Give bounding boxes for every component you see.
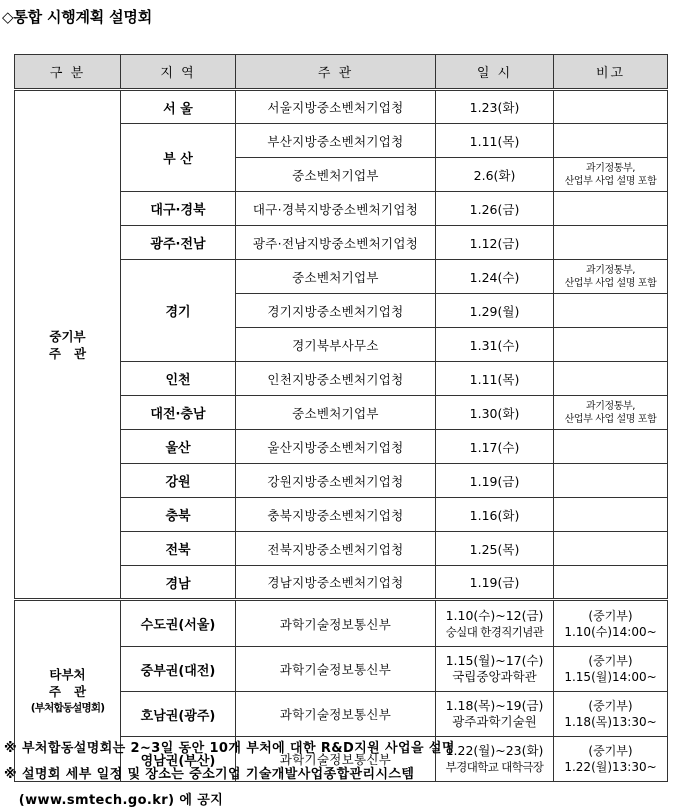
date-cell: 1.11(목) — [436, 124, 554, 158]
host-cell: 인천지방중소벤처기업청 — [236, 362, 436, 396]
venue: 숭실대 한경직기념관 — [445, 624, 544, 639]
host-cell: 경남지방중소벤처기업청 — [236, 566, 436, 600]
date-cell: 1.26(금) — [436, 192, 554, 226]
host-cell: 부산지방중소벤처기업청 — [236, 124, 436, 158]
region-cell: 중부권(대전) — [121, 647, 236, 692]
date-range: 1.15(월)~17(수) — [445, 653, 544, 668]
host-cell: 과학기술정보통신부 — [236, 692, 436, 737]
host-cell: 전북지방중소벤처기업청 — [236, 532, 436, 566]
date-cell: 1.29(월) — [436, 294, 554, 328]
header-category: 구 분 — [15, 55, 121, 90]
venue: 광주과학기술원 — [452, 714, 537, 729]
date-cell: 1.17(수) — [436, 430, 554, 464]
note-line1: (중기부) — [588, 699, 633, 713]
date-cell: 1.16(화) — [436, 498, 554, 532]
region-cell: 충북 — [121, 498, 236, 532]
host-cell: 중소벤처기업부 — [236, 260, 436, 294]
host-cell: 대구·경북지방중소벤처기업청 — [236, 192, 436, 226]
table-row — [15, 600, 668, 647]
host-cell: 경기지방중소벤처기업청 — [236, 294, 436, 328]
note-line2: 1.10(수)14:00~ — [564, 624, 657, 639]
region-cell: 전북 — [121, 532, 236, 566]
date-cell: 1.31(수) — [436, 328, 554, 362]
date-cell: 1.12(금) — [436, 226, 554, 260]
note-cell — [554, 124, 668, 158]
header-region: 지 역 — [121, 55, 236, 90]
date-cell — [436, 647, 554, 692]
date-cell: 1.19(금) — [436, 464, 554, 498]
note-line2: 1.18(목)13:30~ — [564, 715, 657, 729]
region-cell: 수도권(서울) — [121, 600, 236, 647]
date-range: 1.10(수)~12(금) — [445, 607, 544, 623]
date-cell: 1.23(화) — [436, 90, 554, 124]
venue: 국립중앙과학관 — [452, 669, 537, 684]
host-cell: 서울지방중소벤처기업청 — [236, 90, 436, 124]
table-row — [15, 90, 668, 124]
footnote: (www.smtech.go.kr) 에 공지 — [4, 793, 224, 808]
host-cell: 과학기술정보통신부 — [236, 600, 436, 647]
region-cell: 울산 — [121, 430, 236, 464]
category-label-line2: 주 관 — [48, 683, 87, 699]
note-cell — [554, 430, 668, 464]
region-cell: 광주·전남 — [121, 226, 236, 260]
category-label-line3: (부처합동설명회) — [30, 701, 105, 714]
note-cell — [554, 464, 668, 498]
region-cell: 경남 — [121, 566, 236, 600]
schedule-table — [14, 54, 668, 782]
region-cell: 대구·경북 — [121, 192, 236, 226]
host-cell: 과학기술정보통신부 — [236, 647, 436, 692]
note-cell: 과기정통부, 산업부 사업 설명 포함 — [554, 396, 668, 430]
note-cell: 과기정통부, 산업부 사업 설명 포함 — [554, 260, 668, 294]
host-cell: 과학기술정보통신부 — [236, 737, 436, 782]
footnote: ※ 설명회 세부 일정 및 장소는 중소기업 기술개발사업종합관리시스템 — [4, 767, 415, 782]
note-cell — [554, 647, 668, 692]
note-line1: (중기부) — [588, 744, 633, 758]
date-cell — [436, 600, 554, 647]
date-cell: 1.24(수) — [436, 260, 554, 294]
note-cell — [554, 498, 668, 532]
date-cell: 1.25(목) — [436, 532, 554, 566]
note-cell — [554, 362, 668, 396]
host-cell: 중소벤처기업부 — [236, 158, 436, 192]
note-cell — [554, 192, 668, 226]
host-cell: 중소벤처기업부 — [236, 396, 436, 430]
note-line1: (중기부) — [588, 608, 633, 623]
venue: 부경대학교 대학극장 — [445, 760, 544, 774]
footnote: ※ 부처합동설명회는 2~3일 동안 10개 부처에 대한 R&D지원 사업을 설명 — [4, 741, 455, 756]
host-cell: 충북지방중소벤처기업청 — [236, 498, 436, 532]
category-label-line1: 타부처 — [49, 666, 86, 682]
header-row — [15, 55, 668, 90]
date-cell: 1.30(화) — [436, 396, 554, 430]
host-cell: 강원지방중소벤처기업청 — [236, 464, 436, 498]
page-title: ◇통합 시행계획 설명회 — [2, 8, 152, 26]
note-cell — [554, 328, 668, 362]
host-cell: 광주·전남지방중소벤처기업청 — [236, 226, 436, 260]
category-mss — [15, 90, 121, 600]
date-range: 1.22(월)~23(화) — [445, 743, 544, 758]
date-cell: 1.11(목) — [436, 362, 554, 396]
note-cell — [554, 600, 668, 647]
note-cell — [554, 737, 668, 782]
region-cell: 호남권(광주) — [121, 692, 236, 737]
date-cell — [436, 692, 554, 737]
host-cell: 경기북부사무소 — [236, 328, 436, 362]
note-cell — [554, 532, 668, 566]
region-cell: 인천 — [121, 362, 236, 396]
note-cell — [554, 294, 668, 328]
header-date: 일 시 — [436, 55, 554, 90]
region-cell: 영남권(부산) — [121, 737, 236, 782]
region-cell: 강원 — [121, 464, 236, 498]
date-range: 1.18(목)~19(금) — [445, 698, 544, 713]
header-host: 주 관 — [236, 55, 436, 90]
date-cell: 1.19(금) — [436, 566, 554, 600]
date-cell: 2.6(화) — [436, 158, 554, 192]
header-note: 비고 — [554, 55, 668, 90]
category-label-line2: 주 관 — [48, 345, 87, 361]
region-cell: 서 울 — [121, 90, 236, 124]
note-cell: 과기정통부, 산업부 사업 설명 포함 — [554, 158, 668, 192]
region-cell: 부 산 — [121, 124, 236, 192]
note-cell — [554, 692, 668, 737]
host-cell: 울산지방중소벤처기업청 — [236, 430, 436, 464]
note-line2: 1.15(월)14:00~ — [564, 670, 657, 684]
note-cell — [554, 566, 668, 600]
note-line1: (중기부) — [588, 654, 633, 668]
note-cell — [554, 90, 668, 124]
region-cell: 대전·충남 — [121, 396, 236, 430]
note-line2: 1.22(월)13:30~ — [564, 760, 657, 774]
region-cell: 경기 — [121, 260, 236, 362]
note-cell — [554, 226, 668, 260]
category-label-line1: 중기부 — [49, 328, 86, 344]
